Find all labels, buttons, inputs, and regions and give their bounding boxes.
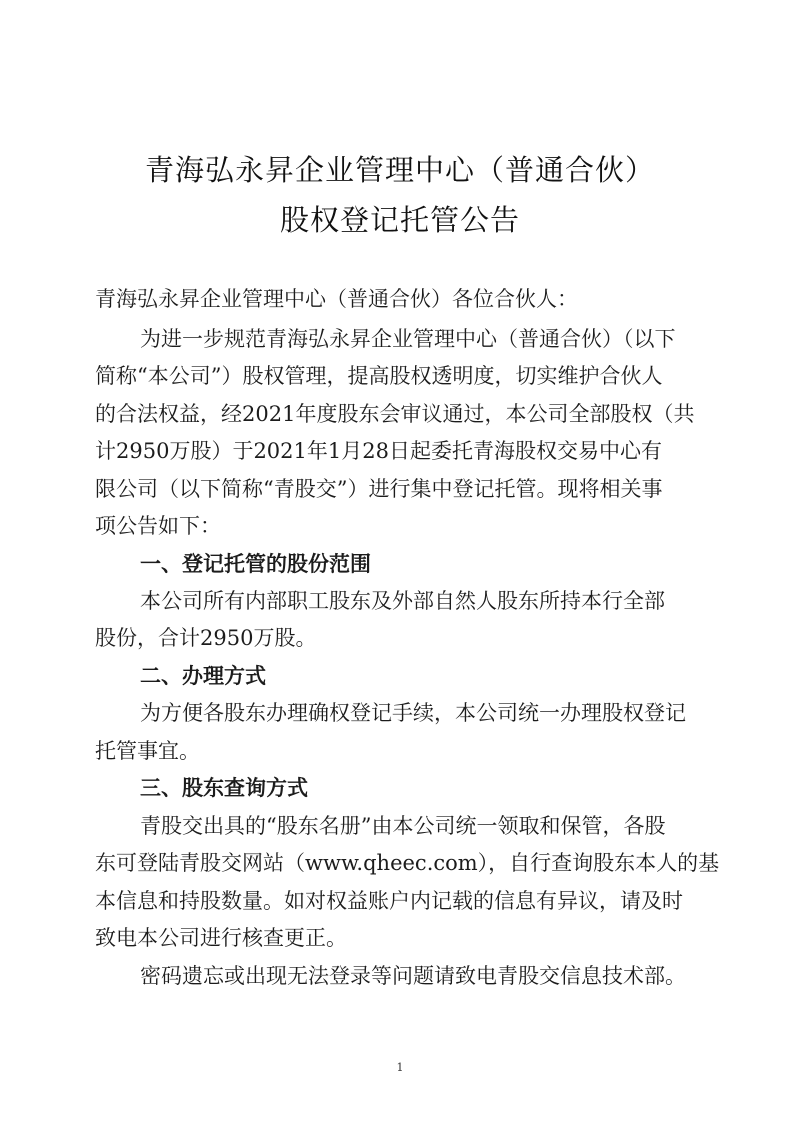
intro-line: 项公告如下： bbox=[95, 514, 221, 538]
section-heading-query: 三、股东查询方式 bbox=[140, 775, 308, 800]
section-body-line: 密码遗忘或出现无法登录等问题请致电青股交信息技术部。 bbox=[140, 964, 686, 988]
section-heading-method: 二、办理方式 bbox=[140, 663, 266, 688]
intro-line: 的合法权益，经2021年度股东会审议通过，本公司全部股权（共 bbox=[95, 402, 695, 426]
section-body-line: 本公司所有内部职工股东及外部自然人股东所持本行全部 bbox=[140, 589, 665, 613]
intro-line: 简称“本公司”）股权管理，提高股权透明度，切实维护合伙人 bbox=[95, 364, 663, 388]
intro-line: 计2950万股）于2021年1月28日起委托青海股权交易中心有 bbox=[95, 439, 662, 463]
section-body-line: 本信息和持股数量。如对权益账户内记载的信息有异议，请及时 bbox=[95, 889, 683, 913]
page-number: 1 bbox=[396, 1061, 404, 1074]
salutation: 青海弘永昇企业管理中心（普通合伙）各位合伙人： bbox=[95, 287, 578, 311]
section-body-line: 为方便各股东办理确权登记手续，本公司统一办理股权登记 bbox=[140, 701, 686, 725]
section-body-line: 托管事宜。 bbox=[95, 739, 200, 763]
section-body-line: 致电本公司进行核查更正。 bbox=[95, 926, 347, 950]
section-body-line: 股份，合计2950万股。 bbox=[95, 626, 317, 650]
intro-line: 限公司（以下简称“青股交”）进行集中登记托管。现将相关事 bbox=[95, 477, 663, 501]
intro-line: 为进一步规范青海弘永昇企业管理中心（普通合伙）（以下 bbox=[140, 327, 676, 351]
document-title-line-1: 青海弘永昇企业管理中心（普通合伙） bbox=[144, 153, 655, 187]
document-title-line-2: 股权登记托管公告 bbox=[279, 203, 520, 237]
section-body-line: 青股交出具的“股东名册”由本公司统一领取和保管，各股 bbox=[140, 814, 666, 838]
section-heading-scope: 一、登记托管的股份范围 bbox=[140, 551, 371, 576]
section-body-line: 东可登陆青股交网站（www.qheec.com），自行查询股东本人的基 bbox=[95, 851, 720, 875]
